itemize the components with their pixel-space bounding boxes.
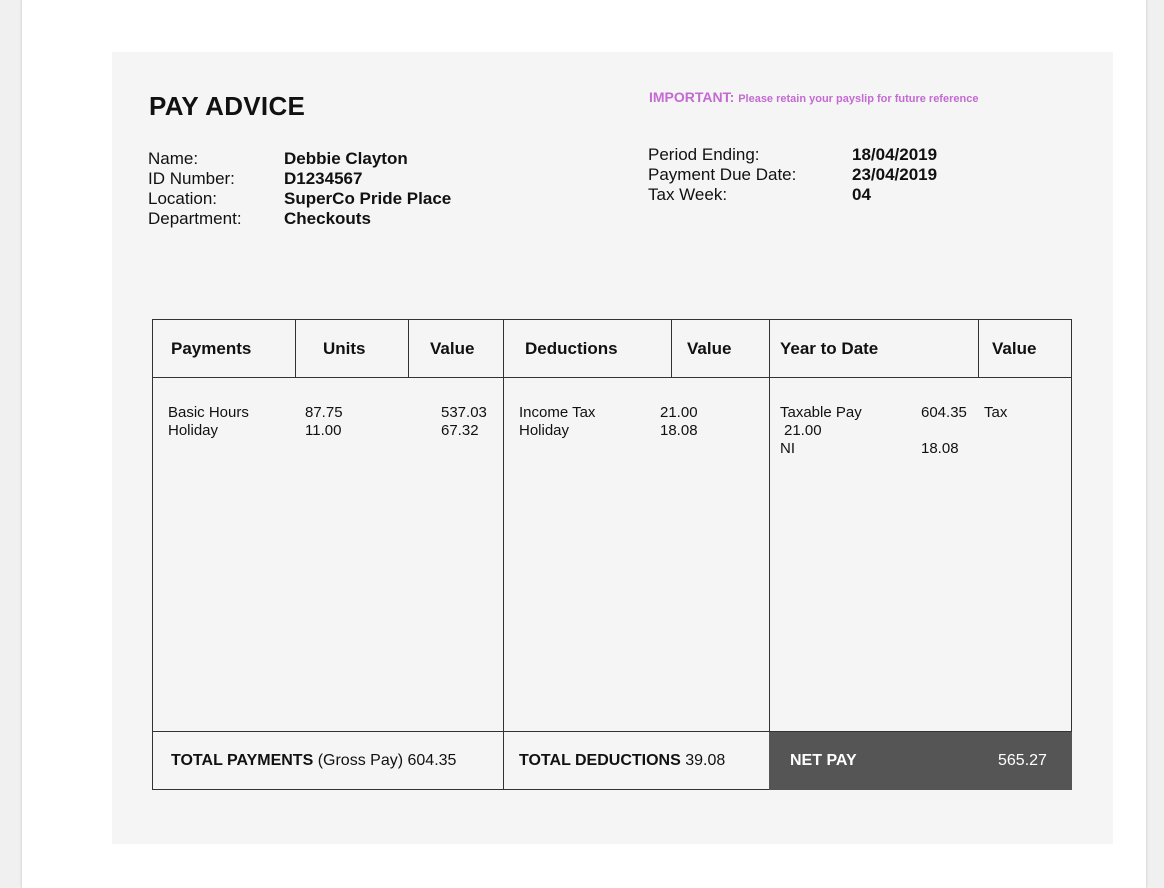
divider	[503, 320, 504, 789]
period-ending: 18/04/2019	[852, 145, 938, 164]
header-year-to-date: Year to Date	[780, 339, 879, 358]
header-deductions: Deductions	[525, 339, 618, 358]
total-payments-label: TOTAL PAYMENTS	[171, 752, 314, 769]
pay-slip	[112, 52, 1113, 844]
payment-due-date: 23/04/2019	[852, 165, 938, 184]
header-units: Units	[323, 339, 366, 358]
total-deductions	[519, 732, 725, 789]
header-ytd-value: Value	[992, 339, 1037, 358]
divider	[978, 320, 979, 377]
divider	[295, 320, 296, 377]
payment-value: 67.32	[441, 422, 479, 439]
employee-details	[148, 149, 451, 229]
important-note: Please retain your payslip for future reference	[738, 93, 979, 105]
important-notice	[649, 89, 978, 105]
location-label: Location:	[148, 189, 217, 208]
payment-due-label: Payment Due Date:	[648, 165, 797, 184]
payment-value: 537.03	[441, 404, 487, 421]
deduction-value: 21.00	[660, 404, 698, 421]
gross-pay-label: (Gross Pay)	[317, 752, 404, 769]
net-pay-box	[769, 732, 1072, 790]
page-title: PAY ADVICE	[149, 91, 306, 121]
deduction-name: Holiday	[519, 422, 570, 439]
deduction-name: Income Tax	[519, 404, 596, 421]
ytd-ni-label: NI	[780, 440, 795, 457]
header-payment-value: Value	[430, 339, 475, 358]
employee-location: SuperCo Pride Place	[284, 189, 452, 208]
tax-week: 04	[852, 185, 871, 204]
department-label: Department:	[148, 209, 242, 228]
divider	[408, 320, 409, 377]
divider	[671, 320, 672, 377]
header-deduction-value: Value	[687, 339, 732, 358]
net-pay-value: 565.27	[998, 752, 1047, 769]
ytd-tax-label: Tax	[984, 404, 1008, 421]
header-payments: Payments	[171, 339, 252, 358]
divider	[769, 320, 770, 789]
document-page	[22, 0, 1146, 888]
ytd-tax-value: 21.00	[784, 422, 822, 439]
payment-units: 11.00	[305, 422, 342, 439]
id-label: ID Number:	[148, 169, 235, 188]
period-details	[648, 145, 937, 205]
total-payments-value: 604.35	[407, 752, 457, 769]
header-divider	[153, 377, 1071, 378]
employee-id: D1234567	[284, 169, 363, 188]
ytd-taxable-label: Taxable Pay	[780, 404, 862, 421]
ytd-taxable-value: 604.35	[921, 404, 967, 421]
employee-department: Checkouts	[284, 209, 371, 228]
payment-name: Basic Hours	[168, 404, 249, 421]
payment-units: 87.75	[305, 404, 343, 421]
important-label: IMPORTANT:	[649, 89, 735, 105]
net-pay-label: NET PAY	[790, 752, 857, 769]
deduction-value: 18.08	[660, 422, 698, 439]
ytd-ni-value: 18.08	[921, 440, 959, 457]
name-label: Name:	[148, 149, 199, 168]
total-payments	[171, 732, 456, 789]
total-deductions-value: 39.08	[685, 752, 726, 769]
pay-table	[152, 319, 1072, 790]
employee-name: Debbie Clayton	[284, 149, 408, 168]
period-ending-label: Period Ending:	[648, 145, 760, 164]
total-deductions-label: TOTAL DEDUCTIONS	[519, 752, 681, 769]
payment-name: Holiday	[168, 422, 219, 439]
tax-week-label: Tax Week:	[648, 185, 728, 204]
